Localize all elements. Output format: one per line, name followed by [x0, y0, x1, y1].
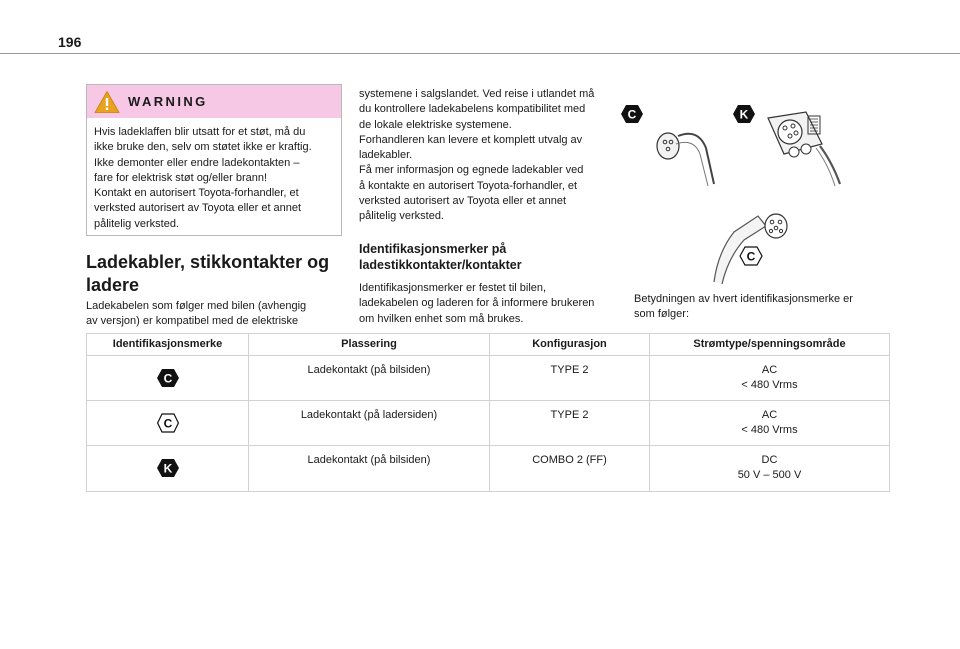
legend-text — [634, 292, 853, 323]
warning-line: pålitelig verksted. — [94, 217, 179, 230]
warning-header — [87, 85, 341, 118]
badge-c-outline — [740, 247, 762, 265]
legend-line: Betydningen av hvert identifikasjonsmerke er — [634, 293, 853, 305]
header-rule — [0, 53, 960, 54]
intro-text — [86, 299, 306, 330]
warning-triangle-icon — [94, 90, 120, 114]
warning-title: WARNING — [128, 94, 208, 109]
table-row — [87, 446, 889, 491]
intro-line: av versjon) er kompatibel med de elektriske — [86, 315, 299, 328]
type2-charger-connector-illustration — [700, 206, 796, 288]
section-title-line: Ladekabler, stikkontakter og — [86, 252, 330, 272]
subsection-title — [359, 241, 522, 273]
warning-line: verksted autorisert av Toyota eller et annet — [94, 202, 302, 215]
badge-letter: C — [163, 371, 172, 386]
identification-table — [86, 333, 890, 492]
badge-letter: C — [627, 107, 637, 122]
config-cell: COMBO 2 (FF) — [490, 446, 650, 491]
body-line: ladekabelen og laderen for å informere brukeren — [359, 297, 595, 310]
legend-line: som følger: — [634, 308, 690, 321]
badge-c-filled — [157, 368, 179, 388]
combo-connector-illustration — [739, 104, 848, 188]
warning-box — [86, 84, 342, 236]
current-cell — [650, 401, 889, 445]
current-type: DC — [761, 454, 778, 466]
column2-text — [359, 87, 594, 225]
body-line: systemene i salgslandet. Ved reise i utlandet må — [359, 88, 595, 100]
table-row — [87, 356, 889, 401]
body-line: Forhandleren kan levere et komplett utvalg av — [359, 133, 583, 146]
body-line: de lokale elektriske systemene. — [359, 118, 512, 131]
table-row — [87, 401, 889, 446]
voltage-range: < 480 Vrms — [741, 379, 798, 391]
intro-line: Ladekabelen som følger med bilen (avhengig — [86, 300, 307, 312]
body-line: Identifikasjonsmerker er festet til bilen, — [359, 282, 547, 294]
warning-line: ikke bruke den, selv om støtet ikke er kraftig. — [94, 141, 312, 154]
table-header-row — [87, 334, 889, 356]
badge-letter: C — [163, 416, 172, 431]
current-type: AC — [761, 364, 778, 376]
page-number: 196 — [58, 34, 82, 50]
badge-letter: C — [746, 249, 756, 264]
column-header: Plassering — [249, 334, 490, 355]
body-line: ladekabler. — [359, 149, 413, 162]
column-header: Strømtype/spenningsområde — [693, 338, 846, 350]
location-cell: Ladekontakt (på ladersiden) — [249, 401, 490, 445]
badge-c-filled — [621, 105, 643, 123]
subsection-title-line: ladestikkontakter/kontakter — [359, 258, 522, 272]
badge-cell — [87, 446, 249, 491]
location-cell: Ladekontakt (på bilsiden) — [249, 446, 490, 491]
body-line: pålitelig verksted. — [359, 210, 444, 223]
badge-k-filled — [733, 105, 755, 123]
voltage-range: 50 V – 500 V — [737, 469, 802, 481]
config-cell: TYPE 2 — [490, 356, 650, 400]
current-cell — [650, 446, 889, 491]
warning-line: fare for elektrisk støt og/eller brann! — [94, 171, 268, 184]
warning-line: Hvis ladeklaffen blir utsatt for et støt, må du — [94, 126, 306, 138]
warning-text — [87, 118, 341, 232]
section-title-line: ladere — [86, 275, 140, 295]
badge-k-filled — [157, 458, 179, 478]
voltage-range: < 480 Vrms — [741, 424, 798, 436]
body-line: verksted autorisert av Toyota eller et annet — [359, 195, 567, 208]
body-line: å kontakte en autorisert Toyota-forhandler, et — [359, 179, 578, 192]
column-header: Identifikasjonsmerke — [87, 334, 249, 355]
subsection-title-line: Identifikasjonsmerker på — [359, 242, 507, 256]
badge-c-outline — [157, 413, 179, 433]
badge-letter: K — [739, 107, 749, 122]
badge-cell — [87, 401, 249, 445]
config-cell: TYPE 2 — [490, 401, 650, 445]
badge-cell — [87, 356, 249, 400]
badge-letter: K — [163, 461, 172, 476]
section-title — [86, 251, 329, 297]
warning-line: Ikke demonter eller endre ladekontakten – — [94, 156, 300, 169]
body-line: om hvilken enhet som må brukes. — [359, 312, 524, 325]
current-type: AC — [761, 409, 778, 421]
subsection-text — [359, 281, 594, 327]
type2-car-connector-illustration — [627, 107, 724, 190]
location-cell: Ladekontakt (på bilsiden) — [249, 356, 490, 400]
column-header: Konfigurasjon — [490, 334, 650, 355]
body-line: Få mer informasjon og egnede ladekabler ved — [359, 164, 584, 177]
body-line: du kontrollere ladekabelens kompatibilitet med — [359, 103, 586, 116]
warning-line: Kontakt en autorisert Toyota-forhandler, et — [94, 187, 299, 200]
current-cell — [650, 356, 889, 400]
